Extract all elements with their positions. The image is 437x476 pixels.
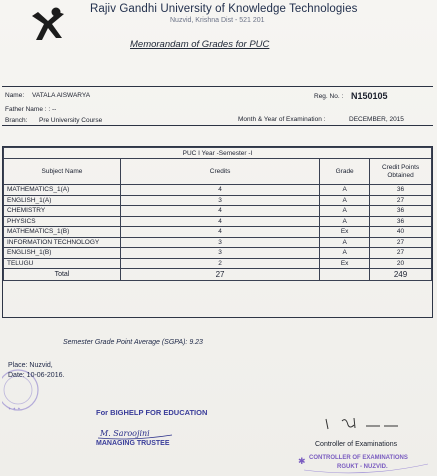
header-subject: Subject Name — [4, 159, 121, 185]
header-credit-points: Credit Points Obtained — [370, 159, 432, 185]
total-label: Total — [4, 269, 121, 281]
svg-text:✦ ✦ ✦: ✦ ✦ ✦ — [8, 406, 21, 411]
total-row — [4, 269, 432, 281]
table-row — [4, 248, 432, 259]
credit-points: 27 — [370, 195, 432, 206]
svg-text:✱: ✱ — [298, 457, 306, 467]
subject-name: PHYSICS — [4, 216, 121, 227]
exam-value: DECEMBER, 2015 — [349, 116, 404, 123]
grades-table — [2, 146, 433, 318]
date: Date: 10-06-2016. — [8, 372, 65, 379]
table-row — [4, 237, 432, 248]
credit-points: 27 — [370, 237, 432, 248]
credits: 4 — [120, 227, 319, 238]
total-credits: 27 — [120, 269, 319, 281]
table-row — [4, 206, 432, 217]
table-row — [4, 227, 432, 238]
father-name-label: Father Name : : -- — [5, 106, 57, 113]
controller-seal-icon — [290, 450, 437, 476]
memo-title: Memorandam of Grades for PUC — [130, 39, 270, 50]
subject-name: INFORMATION TECHNOLOGY — [4, 237, 121, 248]
grade: A — [320, 248, 370, 259]
grade: A — [320, 185, 370, 196]
trustee-stamp-line1: For BIGHELP FOR EDUCATION — [96, 408, 208, 417]
university-logo-icon — [26, 6, 70, 46]
credit-points: 36 — [370, 206, 432, 217]
table-row — [4, 216, 432, 227]
subject-name: ENGLISH_1(B) — [4, 248, 121, 259]
total-grade-empty — [320, 269, 370, 281]
branch-value: Pre University Course — [39, 117, 103, 124]
university-name: Rajiv Gandhi University of Knowledge Technologies — [90, 3, 358, 15]
grade: A — [320, 195, 370, 206]
student-name: VATALA AISWARYA — [32, 92, 91, 99]
credits: 3 — [120, 237, 319, 248]
controller-stamp-line2: RGUKT - NUZVID. — [337, 464, 388, 470]
trustee-signature — [84, 408, 194, 458]
credit-points: 36 — [370, 216, 432, 227]
grade: Ex — [320, 227, 370, 238]
grade: A — [320, 237, 370, 248]
credits: 3 — [120, 195, 319, 206]
header-grade: Grade — [320, 159, 370, 185]
header-credits: Credits — [120, 159, 319, 185]
subject-name: MATHEMATICS_1(A) — [4, 185, 121, 196]
credits: 4 — [120, 206, 319, 217]
credits: 3 — [120, 248, 319, 259]
exam-label: Month & Year of Examination : — [238, 116, 326, 123]
credits: 2 — [120, 258, 319, 269]
grade: A — [320, 206, 370, 217]
controller-stamp-line1: CONTROLLER OF EXAMINATIONS — [309, 455, 408, 461]
svg-text:M. Saroojini: M. Saroojini — [100, 429, 150, 438]
place: Place: Nuzvid, — [8, 362, 53, 369]
credit-points: 40 — [370, 227, 432, 238]
subject-name: TELUGU — [4, 258, 121, 269]
subject-name: ENGLISH_1(A) — [4, 195, 121, 206]
total-points: 249 — [370, 269, 432, 281]
credit-points: 27 — [370, 248, 432, 259]
controller-signature — [320, 415, 420, 431]
subject-name: CHEMISTRY — [4, 206, 121, 217]
credit-points: 36 — [370, 185, 432, 196]
branch-label: Branch: — [5, 117, 28, 124]
table-row — [4, 185, 432, 196]
name-label: Name: — [5, 92, 25, 99]
semester-title: PUC I Year -Semester -I — [4, 148, 432, 159]
grade: A — [320, 216, 370, 227]
trustee-stamp-line2: MANAGING TRUSTEE — [96, 440, 170, 447]
sgpa-line: Semester Grade Point Average (SGPA): 9.23 — [63, 339, 203, 346]
subject-name: MATHEMATICS_1(B) — [4, 227, 121, 238]
credits: 4 — [120, 216, 319, 227]
credits: 4 — [120, 185, 319, 196]
grade: Ex — [320, 258, 370, 269]
credit-points: 20 — [370, 258, 432, 269]
student-info-box — [2, 86, 433, 126]
controller-label: Controller of Examinations — [315, 441, 398, 448]
place-date — [8, 361, 64, 381]
reg-no-value: N150105 — [351, 91, 388, 101]
table-row — [4, 195, 432, 206]
university-location: Nuzvid, Krishna Dist - 521 201 — [170, 17, 265, 24]
reg-no-label: Reg. No. : — [314, 93, 344, 100]
table-row — [4, 258, 432, 269]
